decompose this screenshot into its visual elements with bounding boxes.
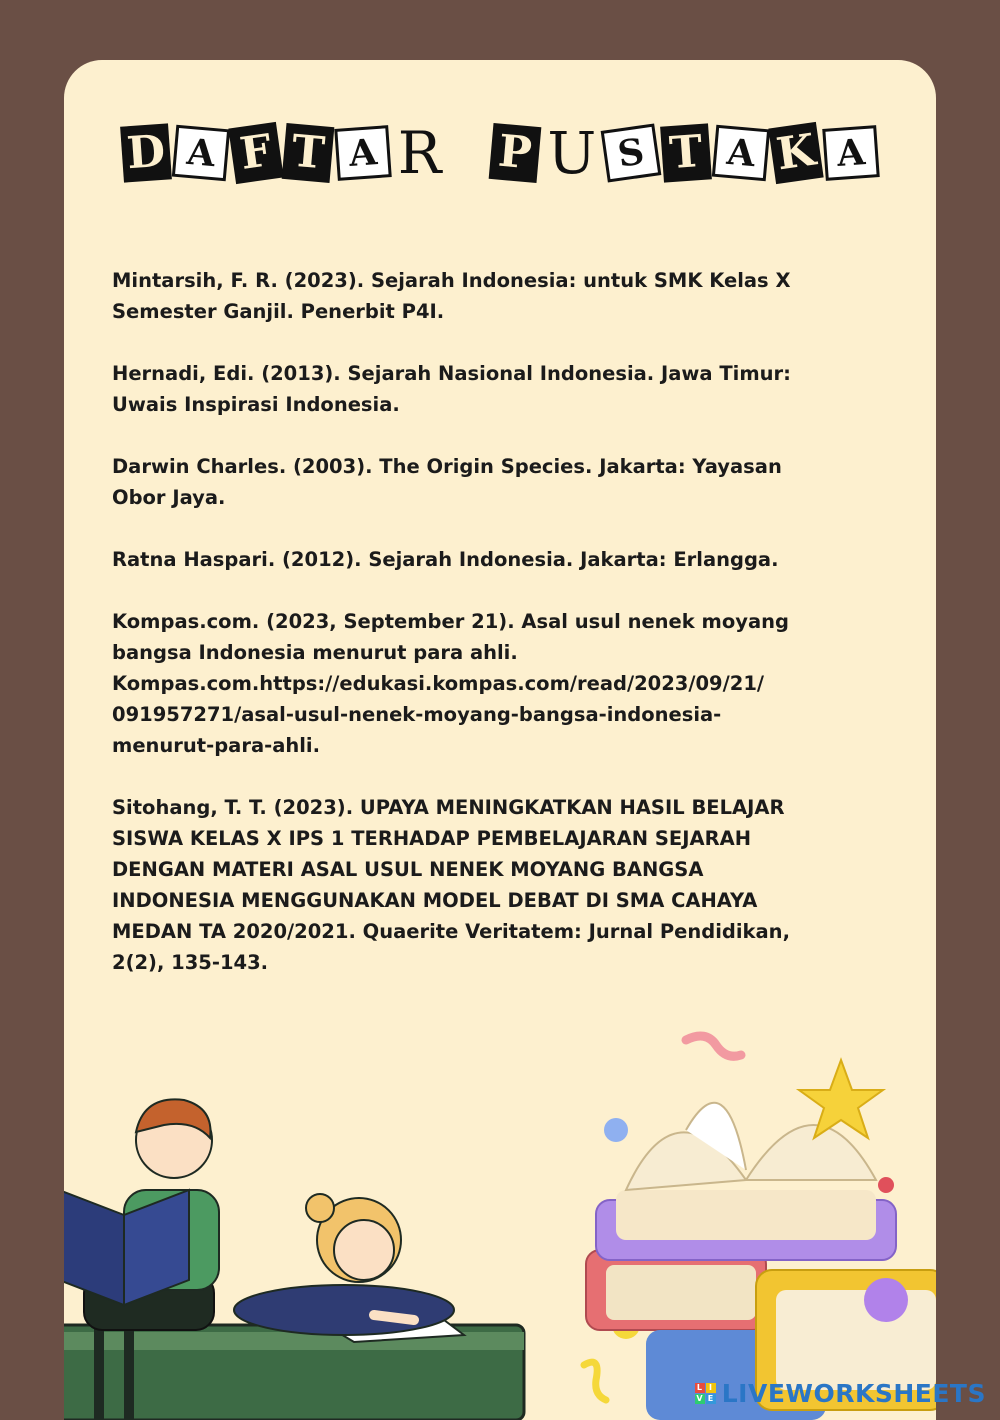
title-letter: K xyxy=(769,122,824,184)
reference-line: 091957271/asal-usul-nenek-moyang-bangsa-indonesia- xyxy=(112,703,722,726)
title-letter: A xyxy=(334,125,391,181)
reference-line: MEDAN TA 2020/2021. Quaerite Veritatem: Jurnal Pendidikan, xyxy=(112,920,790,943)
reference-line: Kompas.com. (2023, September 21). Asal usul nenek moyang xyxy=(112,610,789,633)
children-reading-illustration xyxy=(64,1080,534,1420)
reference-line: DENGAN MATERI ASAL USUL NENEK MOYANG BANGSA xyxy=(112,858,704,881)
logo-letter: I xyxy=(706,1383,716,1393)
title-letter: T xyxy=(660,123,712,182)
title-letter: A xyxy=(823,125,880,181)
title-letter: A xyxy=(712,125,770,182)
reference-line: Hernadi, Edi. (2013). Sejarah Nasional Indonesia. Jawa Timur: xyxy=(112,362,791,385)
title-letter: A xyxy=(172,125,230,182)
reference-line: Uwais Inspirasi Indonesia. xyxy=(112,393,400,416)
title-letter: P xyxy=(489,123,542,183)
reference-line: INDONESIA MENGGUNAKAN MODEL DEBAT DI SMA CAHAYA xyxy=(112,889,758,912)
title-letter: D xyxy=(120,123,172,182)
title-word-pustaka xyxy=(489,119,880,187)
reference-line: Darwin Charles. (2003). The Origin Species. Jakarta: Yayasan xyxy=(112,455,782,478)
logo-letter: L xyxy=(695,1383,705,1393)
liveworksheets-logo-icon xyxy=(695,1383,716,1404)
reference-entry xyxy=(112,792,887,978)
reference-line: 2(2), 135-143. xyxy=(112,951,269,974)
reference-line: menurut-para-ahli. xyxy=(112,734,321,757)
reference-entry xyxy=(112,606,887,761)
title-letter: S xyxy=(601,123,662,182)
reference-line: SISWA KELAS X IPS 1 TERHADAP PEMBELAJARAN SEJARAH xyxy=(112,827,752,850)
page-card xyxy=(64,60,936,1420)
reference-line: Ratna Haspari. (2012). Sejarah Indonesia. Jakarta: Erlangga. xyxy=(112,548,779,571)
reference-line: Mintarsih, F. R. (2023). Sejarah Indonesia: untuk SMK Kelas X xyxy=(112,269,791,292)
title-letter: T xyxy=(281,123,334,183)
reference-line: Semester Ganjil. Penerbit P4I. xyxy=(112,300,445,323)
logo-letter: V xyxy=(696,1394,704,1403)
title-letter: U xyxy=(547,119,597,187)
liveworksheets-watermark xyxy=(695,1379,986,1408)
page-title xyxy=(64,108,936,198)
reference-entry xyxy=(112,358,887,420)
reference-line: Sitohang, T. T. (2023). UPAYA MENINGKATKAN HASIL BELAJAR xyxy=(112,796,785,819)
watermark-text: LIVEWORKSHEETS xyxy=(721,1379,986,1408)
title-letter: R xyxy=(397,119,442,187)
reference-line: Kompas.com.https://edukasi.kompas.com/read/2023/09/21/ xyxy=(112,672,765,695)
reference-entry xyxy=(112,451,887,513)
title-letter: F xyxy=(228,122,283,184)
books-stack-illustration xyxy=(556,1020,936,1420)
reference-list xyxy=(112,265,887,1009)
reference-entry xyxy=(112,265,887,327)
reference-entry xyxy=(112,544,887,575)
reference-line: Obor Jaya. xyxy=(112,486,226,509)
title-word-daftar xyxy=(120,119,448,187)
reference-line: bangsa Indonesia menurut para ahli. xyxy=(112,641,518,664)
logo-letter: E xyxy=(706,1394,716,1404)
